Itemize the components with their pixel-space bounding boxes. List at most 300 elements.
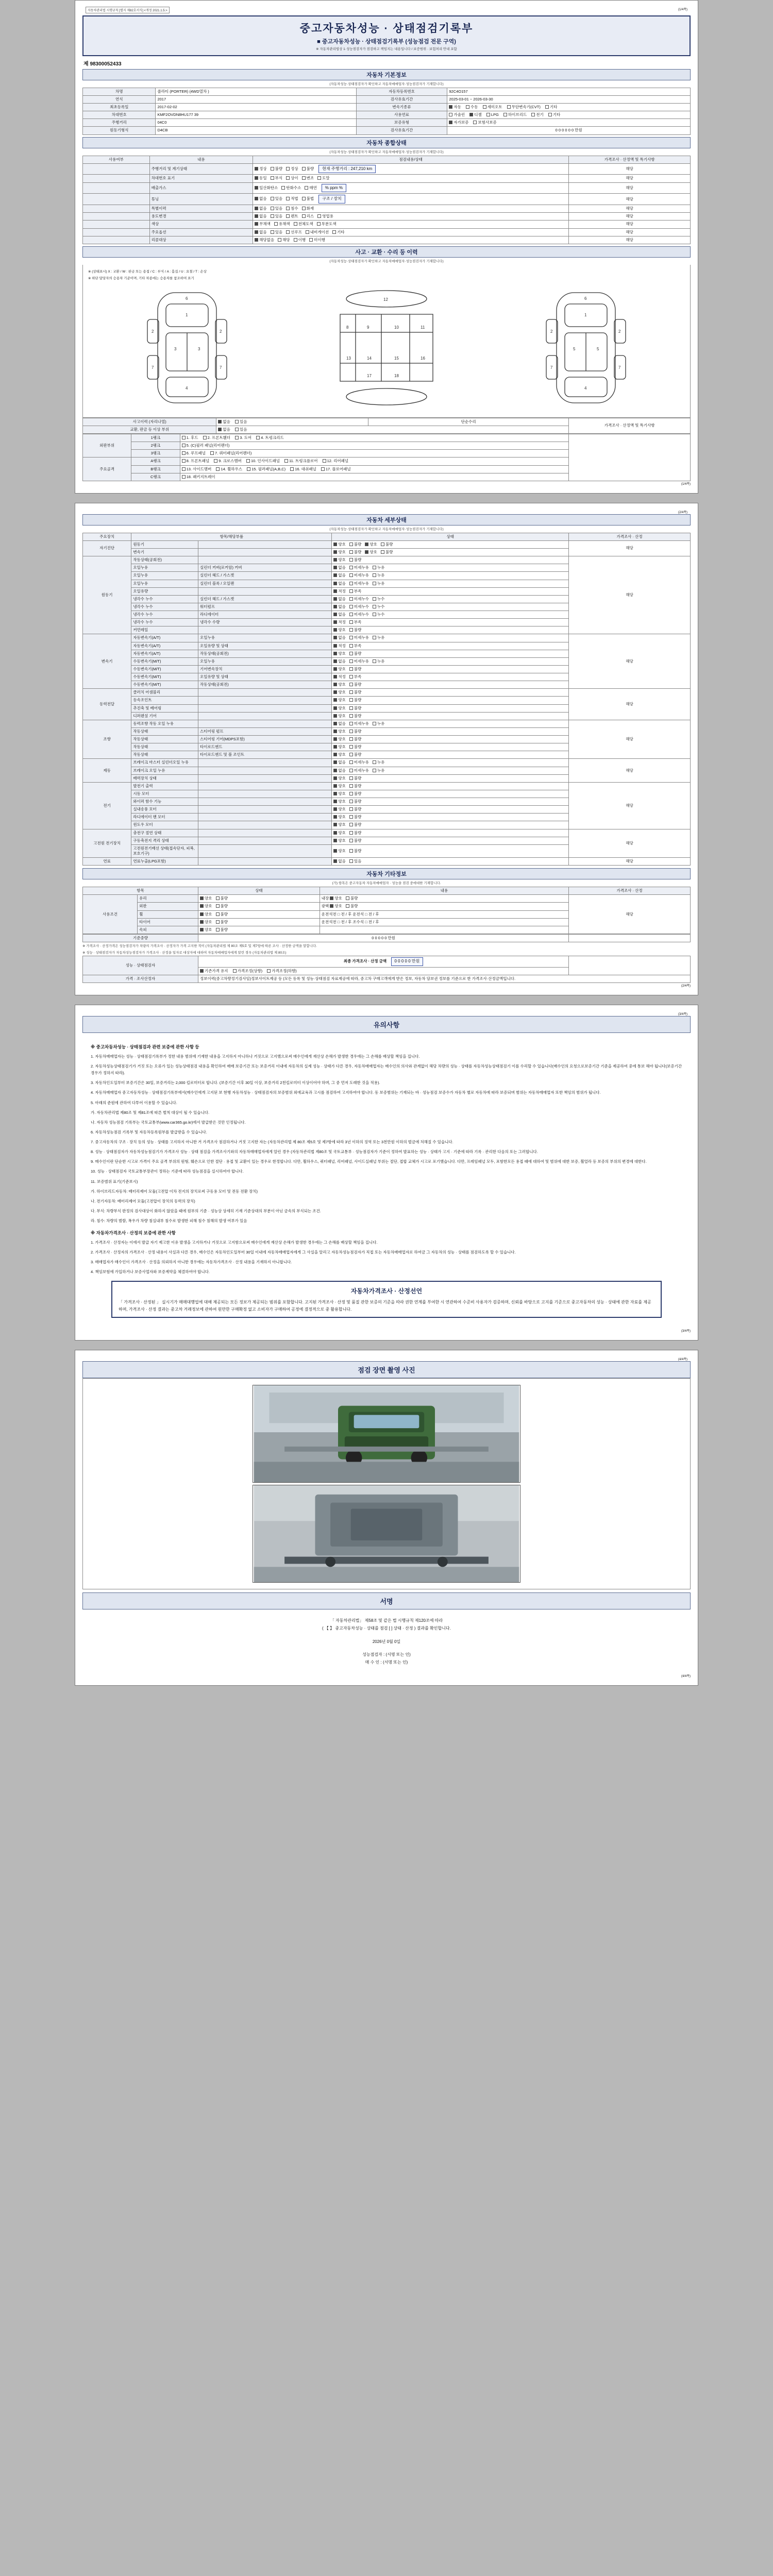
detail-state-4-0[interactable] [332,720,569,727]
detail-opt-3-3-1[interactable]: 불량 [349,714,362,719]
overall-opt2-5-2[interactable]: 영업용 [317,214,333,219]
detail-opt-5-2-0[interactable]: 양호 [333,776,346,781]
overall-opt1-3-1[interactable]: 있음 [271,196,283,201]
overall-opt1-7-0[interactable]: 없음 [255,230,267,235]
detail-opt-1-2-1[interactable]: 미세누유 [349,573,369,578]
rank-a-items[interactable] [180,457,569,465]
checkbox-icon[interactable] [286,207,290,210]
detail-opt-1-2-2[interactable]: 누유 [373,573,385,578]
checkbox-icon[interactable] [349,589,353,593]
etc-extraopt-1-1[interactable]: 불량 [346,904,358,909]
detail-state-7-1[interactable] [332,837,569,844]
simple-repair-options[interactable] [216,426,569,433]
detail-opt-0-1-0[interactable]: 양호 [333,550,346,555]
checkbox-icon[interactable] [349,558,353,562]
rank-b-items[interactable] [180,465,569,473]
checkbox-icon[interactable] [333,644,337,648]
etc-state-2[interactable] [198,910,320,918]
etc-opt-3-1[interactable]: 불량 [216,920,228,925]
checkbox-icon[interactable] [349,573,353,577]
detail-state-0-1[interactable] [332,549,569,556]
detail-state-5-0[interactable] [332,759,569,767]
checkbox-icon[interactable] [349,644,353,648]
final-price-amount[interactable]: 0 0 0 0 0 만원 [391,957,424,966]
overall-opt1-2-0[interactable]: 일산화탄소 [255,185,278,191]
checkbox-icon[interactable] [333,714,337,718]
detail-opt-6-2-0[interactable]: 양호 [333,799,346,804]
checkbox-icon[interactable] [200,896,204,900]
detail-state-1-8[interactable] [332,619,569,626]
checkbox-icon[interactable] [365,543,368,546]
checkbox-icon[interactable] [349,784,353,788]
detail-opt-1-5-1[interactable]: 미세누수 [349,597,369,602]
detail-opt-1-3-1[interactable]: 미세누유 [349,581,369,586]
detail-opt-4-2-1[interactable]: 불량 [349,737,362,742]
detail-opt-1-1-0[interactable]: 없음 [333,565,346,570]
detail-state-1-7[interactable] [332,611,569,619]
basic-value-1[interactable]: 2017 [156,95,356,103]
detail-state-2-4[interactable] [332,665,569,673]
checkbox-icon[interactable] [349,683,353,686]
checkbox-icon[interactable] [333,698,337,702]
detail-opt2-0-1-0[interactable]: 양호 [365,550,377,555]
etc-opt-4-1[interactable]: 불량 [216,927,228,933]
checkbox-icon[interactable] [332,230,336,234]
checkbox-icon[interactable] [346,904,349,908]
basic-value-2[interactable]: 2017-02-02 [156,104,356,111]
overall-opt1-8-0[interactable]: 해당없음 [255,238,274,243]
checkbox-icon[interactable] [373,760,376,764]
checkbox-icon[interactable] [271,207,274,210]
checkbox-icon[interactable] [200,904,204,908]
checkbox-icon[interactable] [302,197,306,200]
checkbox-icon[interactable] [309,238,313,242]
price-state-options[interactable] [198,967,569,975]
detail-opt-6-1-0[interactable]: 양호 [333,791,346,796]
checkbox-icon[interactable] [349,839,353,842]
detail-opt2-0-1-1[interactable]: 불량 [381,550,393,555]
checkbox-icon[interactable] [302,214,306,218]
basic-value-3[interactable]: KMF2OVDN8HU177 39 [156,111,356,119]
detail-opt-4-3-0[interactable]: 양호 [333,744,346,750]
checkbox-icon[interactable] [349,807,353,811]
detail-opt-1-8-1[interactable]: 부족 [349,620,362,625]
checkbox-icon[interactable] [349,706,353,710]
checkbox-icon[interactable] [333,849,337,853]
detail-opt-2-1-1[interactable]: 부족 [349,643,362,649]
checkbox-icon[interactable] [333,730,337,733]
checkbox-icon[interactable] [349,776,353,780]
overall-opt1-5-1[interactable]: 있음 [271,214,283,219]
overall-opt1-1-2[interactable]: 상이 [286,176,298,181]
checkbox-icon[interactable] [333,636,337,639]
checkbox-icon[interactable] [333,659,337,663]
detail-state-7-2[interactable] [332,844,569,857]
detail-state-2-2[interactable] [332,650,569,657]
checkbox-icon[interactable] [255,238,258,242]
checkbox-icon[interactable] [302,176,306,180]
checkbox-icon[interactable] [216,904,220,908]
etc-extraopt-0-0[interactable]: 양호 [330,896,342,901]
detail-state-2-0[interactable] [332,634,569,642]
detail-opt-4-0-1[interactable]: 미세누유 [349,721,369,726]
checkbox-icon[interactable] [271,167,274,171]
checkbox-icon[interactable] [333,776,337,780]
detail-opt-5-1-1[interactable]: 미세누유 [349,768,369,773]
overall-opt1-4-0[interactable]: 없음 [255,206,267,211]
checkbox-icon[interactable] [333,745,337,749]
detail-state-7-0[interactable] [332,829,569,837]
etc-opt-1-0[interactable]: 양호 [200,904,212,909]
detail-opt-6-5-1[interactable]: 불량 [349,822,362,827]
checkbox-icon[interactable] [349,628,353,632]
checkbox-icon[interactable] [200,928,204,931]
detail-opt-1-0-1[interactable]: 불량 [349,557,362,563]
detail-opt-1-6-1[interactable]: 미세누수 [349,604,369,609]
detail-opt-0-0-1[interactable]: 불량 [349,542,362,547]
checkbox-icon[interactable] [255,222,258,226]
checkbox-icon[interactable] [330,904,333,908]
checkbox-icon[interactable] [216,896,220,900]
etc-state-1[interactable] [198,903,320,910]
checkbox-icon[interactable] [333,815,337,819]
detail-opt-5-0-2[interactable]: 누유 [373,760,385,765]
overall-opt2-4-1[interactable]: 화재 [302,206,314,211]
checkbox-icon[interactable] [216,928,220,931]
detail-opt-2-6-0[interactable]: 양호 [333,682,346,687]
checkbox-icon[interactable] [286,230,290,234]
checkbox-icon[interactable] [349,849,353,853]
overall-state-7[interactable] [253,228,569,236]
detail-opt-6-5-0[interactable]: 양호 [333,822,346,827]
detail-opt-2-6-1[interactable]: 불량 [349,682,362,687]
detail-opt-2-2-0[interactable]: 양호 [333,651,346,656]
overall-state-2[interactable] [253,182,569,194]
checkbox-icon[interactable] [349,815,353,819]
detail-opt-1-7-0[interactable]: 없음 [333,612,346,617]
etc-opt-1-1[interactable]: 불량 [216,904,228,909]
checkbox-icon[interactable] [333,573,337,577]
checkbox-icon[interactable] [333,831,337,835]
etc-extraopt-1-0[interactable]: 양호 [330,904,342,909]
checkbox-icon[interactable] [373,605,376,608]
detail-state-6-5[interactable] [332,821,569,829]
transmission-options[interactable] [447,104,691,111]
overall-opt2-7-0[interactable]: 선루프 [286,230,302,235]
detail-opt-7-1-0[interactable]: 양호 [333,838,346,843]
detail-opt-3-2-1[interactable]: 불량 [349,706,362,711]
checkbox-icon[interactable] [333,753,337,756]
checkbox-icon[interactable] [349,800,353,803]
checkbox-icon[interactable] [255,197,258,200]
checkbox-icon[interactable] [271,197,274,200]
checkbox-icon[interactable] [333,807,337,811]
checkbox-icon[interactable] [349,675,353,679]
basic-value-1b[interactable]: 2025-03-01 ~ 2026-03-30 [447,95,691,103]
detail-opt-2-0-2[interactable]: 누유 [373,635,385,640]
checkbox-icon[interactable] [349,769,353,772]
detail-opt-0-1-1[interactable]: 불량 [349,550,362,555]
checkbox-icon[interactable] [200,912,204,916]
checkbox-icon[interactable] [373,582,376,585]
checkbox-icon[interactable] [216,920,220,924]
detail-opt-2-0-1[interactable]: 미세누유 [349,635,369,640]
overall-opt2-7-2[interactable]: 기타 [332,230,345,235]
checkbox-icon[interactable] [271,230,274,234]
signature-inspector[interactable]: 성능점검자 : (서명 또는 인) [362,1652,411,1657]
detail-state-1-6[interactable] [332,603,569,611]
detail-opt-4-1-0[interactable]: 양호 [333,729,346,734]
detail-opt-8-0-0[interactable]: 없음 [333,859,346,864]
detail-state-6-0[interactable] [332,782,569,790]
etc-extra-1[interactable]: 광택 양호 불량 [320,903,568,910]
detail-opt-6-3-1[interactable]: 불량 [349,807,362,812]
detail-state-3-3[interactable] [332,712,569,720]
detail-state-2-1[interactable] [332,642,569,650]
checkbox-icon[interactable] [349,597,353,601]
detail-opt-6-2-1[interactable]: 불량 [349,799,362,804]
detail-state-4-3[interactable] [332,743,569,751]
detail-opt-2-2-1[interactable]: 불량 [349,651,362,656]
checkbox-icon[interactable] [255,186,258,190]
detail-state-5-1[interactable] [332,767,569,774]
overall-opt1-6-0[interactable]: 무채색 [255,222,271,227]
detail-opt-3-0-0[interactable]: 양호 [333,690,346,695]
checkbox-icon[interactable] [200,920,204,924]
overall-opt2-5-1[interactable]: 리스 [302,214,314,219]
crash-history-options[interactable] [216,418,368,426]
checkbox-icon[interactable] [349,690,353,694]
detail-opt-1-6-0[interactable]: 없음 [333,604,346,609]
overall-state-1[interactable] [253,175,569,182]
overall-opt1-1-0[interactable]: 동일 [255,176,267,181]
checkbox-icon[interactable] [333,566,337,569]
detail-opt-1-1-2[interactable]: 누유 [373,565,385,570]
detail-opt-2-3-1[interactable]: 미세누유 [349,659,369,664]
checkbox-icon[interactable] [333,613,337,616]
etc-opt-3-0[interactable]: 양호 [200,920,212,925]
overall-opt2-8-1[interactable]: 미이행 [309,238,325,243]
detail-opt-6-0-1[interactable]: 불량 [349,784,362,789]
checkbox-icon[interactable] [294,238,297,242]
checkbox-icon[interactable] [349,652,353,655]
checkbox-icon[interactable] [255,214,258,218]
detail-opt-7-0-0[interactable]: 양호 [333,831,346,836]
detail-opt-7-2-0[interactable]: 양호 [333,849,346,854]
checkbox-icon[interactable] [317,214,321,218]
checkbox-icon[interactable] [305,186,308,190]
overall-opt1-1-1[interactable]: 부식 [271,176,283,181]
checkbox-icon[interactable] [255,167,258,171]
detail-opt-7-0-1[interactable]: 불량 [349,831,362,836]
detail-opt-5-0-1[interactable]: 미세누유 [349,760,369,765]
detail-opt-1-0-0[interactable]: 양호 [333,557,346,563]
overall-opt1-6-1[interactable]: 유채색 [274,222,290,227]
detail-opt-1-7-2[interactable]: 누수 [373,612,385,617]
detail-opt-6-1-1[interactable]: 불량 [349,791,362,796]
detail-opt2-0-0-0[interactable]: 양호 [365,542,377,547]
detail-opt-5-1-2[interactable]: 누유 [373,768,385,773]
detail-state-1-2[interactable] [332,572,569,580]
detail-opt-0-0-0[interactable]: 양호 [333,542,346,547]
warranty-options[interactable] [447,119,691,127]
etc-opt-0-1[interactable]: 불량 [216,896,228,901]
detail-opt-1-2-0[interactable]: 없음 [333,573,346,578]
detail-opt-1-3-2[interactable]: 누유 [373,581,385,586]
checkbox-icon[interactable] [286,167,290,171]
checkbox-icon[interactable] [255,176,258,180]
checkbox-icon[interactable] [333,582,337,585]
overall-opt1-0-1[interactable]: 불량 [271,166,283,172]
etc-extra-4[interactable] [320,926,568,934]
detail-opt-2-0-0[interactable]: 없음 [333,635,346,640]
detail-opt-2-5-0[interactable]: 적정 [333,674,346,680]
checkbox-icon[interactable] [349,636,353,639]
checkbox-icon[interactable] [373,613,376,616]
etc-opt-2-0[interactable]: 양호 [200,912,212,917]
checkbox-icon[interactable] [333,722,337,725]
detail-opt-1-9-1[interactable]: 불량 [349,628,362,633]
basic-value-5[interactable]: D4CB [156,127,356,134]
overall-opt1-4-1[interactable]: 있음 [271,206,283,211]
checkbox-icon[interactable] [333,675,337,679]
etc-state-3[interactable] [198,918,320,926]
detail-opt-2-4-1[interactable]: 불량 [349,667,362,672]
detail-opt-2-5-1[interactable]: 부족 [349,674,362,680]
checkbox-icon[interactable] [349,620,353,624]
checkbox-icon[interactable] [349,737,353,741]
detail-opt-2-1-0[interactable]: 적정 [333,643,346,649]
detail-state-2-6[interactable] [332,681,569,689]
detail-opt-2-4-0[interactable]: 양호 [333,667,346,672]
checkbox-icon[interactable] [373,636,376,639]
detail-state-1-0[interactable] [332,556,569,564]
overall-opt2-5-0[interactable]: 렌트 [286,214,298,219]
overall-opt2-8-0[interactable]: 이행 [294,238,306,243]
overall-state-6[interactable] [253,221,569,228]
checkbox-icon[interactable] [255,207,258,210]
checkbox-icon[interactable] [349,667,353,671]
etc-extra-0[interactable]: 내장 양호 불량 [320,895,568,903]
signature-buyer[interactable]: 매 수 인 : (서명 또는 인) [365,1659,408,1665]
basic-value-0b[interactable]: 92C4O157 [447,88,691,95]
overall-opt2-3-0[interactable]: 적법 [286,196,298,201]
etc-opt-0-0[interactable]: 양호 [200,896,212,901]
checkbox-icon[interactable] [286,197,290,200]
overall-opt2-7-1[interactable]: 내비게이션 [306,230,329,235]
overall-opt2-3-1[interactable]: 불법 [302,196,314,201]
overall-state-4[interactable] [253,205,569,213]
checkbox-icon[interactable] [306,230,309,234]
checkbox-icon[interactable] [373,566,376,569]
detail-opt-1-7-1[interactable]: 미세누수 [349,612,369,617]
checkbox-icon[interactable] [333,597,337,601]
detail-state-5-2[interactable] [332,774,569,782]
checkbox-icon[interactable] [346,896,349,900]
detail-state-4-4[interactable] [332,751,569,759]
overall-opt1-3-0[interactable]: 없음 [255,196,267,201]
checkbox-icon[interactable] [333,652,337,655]
detail-opt-3-0-1[interactable]: 불량 [349,690,362,695]
checkbox-icon[interactable] [349,714,353,718]
detail-opt-1-3-0[interactable]: 없음 [333,581,346,586]
basic-value-5b[interactable]: 0 0 0 0 0 0 만원 [447,127,691,134]
detail-opt-2-3-0[interactable]: 없음 [333,659,346,664]
detail-state-1-3[interactable] [332,580,569,587]
detail-state-6-4[interactable] [332,814,569,821]
detail-state-4-1[interactable] [332,727,569,735]
etc-extraopt-0-1[interactable]: 불량 [346,896,358,901]
etc-state-0[interactable] [198,895,320,903]
overall-opt1-7-1[interactable]: 있음 [271,230,283,235]
checkbox-icon[interactable] [302,167,306,171]
detail-opt-2-3-2[interactable]: 누유 [373,659,385,664]
checkbox-icon[interactable] [271,176,274,180]
detail-state-2-3[interactable] [332,657,569,665]
checkbox-icon[interactable] [286,176,290,180]
detail-opt-4-0-2[interactable]: 누유 [373,721,385,726]
rank3-items[interactable] [180,450,569,457]
detail-opt-4-4-1[interactable]: 불량 [349,752,362,757]
detail-opt-6-3-0[interactable]: 양호 [333,807,346,812]
detail-opt-8-0-1[interactable]: 있음 [349,859,362,864]
overall-state-0[interactable] [253,163,569,175]
checkbox-icon[interactable] [286,214,290,218]
overall-opt1-8-1[interactable]: 해당 [278,238,290,243]
overall-opt2-0-1[interactable]: 불량 [302,166,314,172]
detail-state-1-4[interactable] [332,587,569,595]
checkbox-icon[interactable] [333,706,337,710]
rank-c-items[interactable] [180,473,569,481]
overall-opt1-1-3[interactable]: 변조 [302,176,314,181]
checkbox-icon[interactable] [333,690,337,694]
checkbox-icon[interactable] [349,730,353,733]
detail-opt-6-0-0[interactable]: 양호 [333,784,346,789]
checkbox-icon[interactable] [271,214,274,218]
detail-opt-5-1-0[interactable]: 없음 [333,768,346,773]
detail-opt-4-2-0[interactable]: 양호 [333,737,346,742]
checkbox-icon[interactable] [333,558,337,562]
checkbox-icon[interactable] [333,784,337,788]
rank2-items[interactable] [180,442,569,450]
checkbox-icon[interactable] [333,683,337,686]
checkbox-icon[interactable] [333,550,337,554]
detail-opt-4-0-0[interactable]: 없음 [333,721,346,726]
overall-state-3[interactable] [253,194,569,205]
detail-opt-1-4-0[interactable]: 적정 [333,589,346,594]
checkbox-icon[interactable] [317,176,321,180]
detail-opt-6-4-1[interactable]: 불량 [349,815,362,820]
overall-opt1-1-4[interactable]: 도말 [317,176,330,181]
checkbox-icon[interactable] [373,769,376,772]
checkbox-icon[interactable] [373,597,376,601]
detail-opt-4-3-1[interactable]: 불량 [349,744,362,750]
overall-state-5[interactable] [253,213,569,221]
checkbox-icon[interactable] [373,573,376,577]
checkbox-icon[interactable] [333,667,337,671]
checkbox-icon[interactable] [349,543,353,546]
base-weight-value[interactable]: 0 0 0 0 0 만원 [198,934,569,942]
checkbox-icon[interactable] [349,722,353,725]
fuel-options[interactable] [447,111,691,119]
etc-opt-4-0[interactable]: 양호 [200,927,212,933]
checkbox-icon[interactable] [216,912,220,916]
overall-opt2-6-0[interactable]: 전체도색 [294,222,313,227]
detail-state-6-3[interactable] [332,806,569,814]
detail-opt-6-4-0[interactable]: 양호 [333,815,346,820]
checkbox-icon[interactable] [333,792,337,795]
checkbox-icon[interactable] [281,186,285,190]
